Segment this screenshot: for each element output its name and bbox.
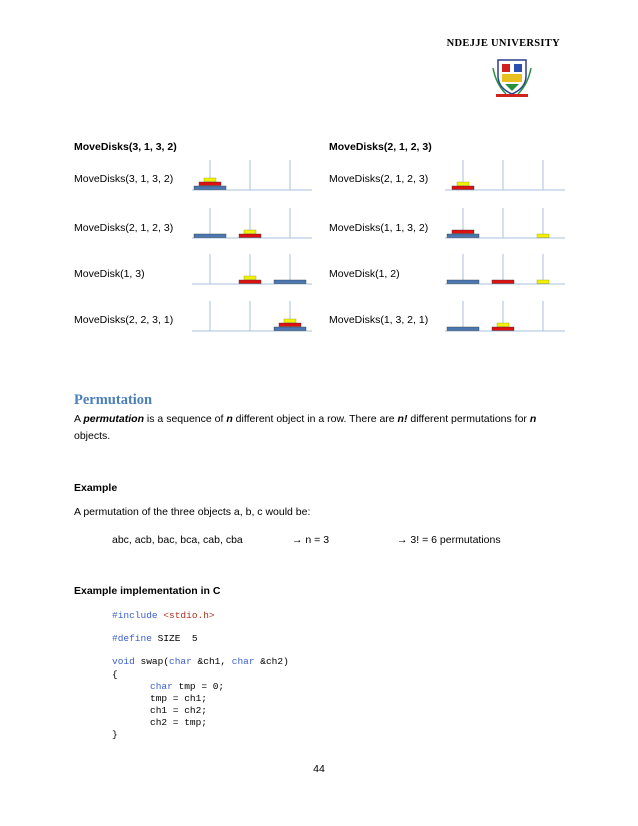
example-text: A permutation of the three objects a, b, c would be: xyxy=(74,506,311,518)
right-row-label: MoveDisks(2, 1, 2, 3) xyxy=(329,173,429,185)
hanoi-disk-blue xyxy=(274,327,306,331)
hanoi-disk-yellow xyxy=(537,234,549,238)
hanoi-disk-red xyxy=(452,230,474,234)
hanoi-disk-red xyxy=(452,186,474,190)
example-heading: Example xyxy=(74,482,118,494)
hanoi-disk-yellow xyxy=(284,319,296,323)
hanoi-disk-yellow xyxy=(204,178,216,182)
hanoi-disk-red xyxy=(492,327,514,331)
left-row-label: MoveDisks(3, 1, 3, 2) xyxy=(74,173,174,185)
left-row-label: MoveDisks(2, 2, 3, 1) xyxy=(74,314,174,326)
university-crest-icon xyxy=(492,54,532,98)
hanoi-disk-blue xyxy=(447,280,479,284)
code-line: ch2 = tmp; xyxy=(150,717,208,728)
code-line: #include <stdio.h> xyxy=(112,610,215,621)
implementation-heading: Example implementation in C xyxy=(74,585,221,597)
code-line: #define SIZE 5 xyxy=(112,633,198,644)
page-number: 44 xyxy=(313,763,325,775)
hanoi-diagram xyxy=(445,252,565,286)
hanoi-disk-yellow xyxy=(497,323,509,327)
left-row-label: MoveDisks(2, 1, 2, 3) xyxy=(74,222,174,234)
hanoi-disk-red xyxy=(279,323,301,327)
hanoi-diagram xyxy=(192,206,312,240)
hanoi-diagram xyxy=(192,158,312,192)
hanoi-disk-red xyxy=(239,234,261,238)
hanoi-disk-blue xyxy=(274,280,306,284)
hanoi-disk-blue xyxy=(447,327,479,331)
left-row-label: MoveDisk(1, 3) xyxy=(74,268,145,280)
right-column-title: MoveDisks(2, 1, 2, 3) xyxy=(329,141,432,153)
hanoi-disk-blue xyxy=(447,234,479,238)
hanoi-diagram xyxy=(192,299,312,333)
hanoi-diagram xyxy=(445,206,565,240)
hanoi-diagram xyxy=(445,299,565,333)
permutation-list: abc, acb, bac, bca, cab, cba xyxy=(112,534,243,546)
code-line: } xyxy=(112,729,118,740)
right-row-label: MoveDisks(1, 1, 3, 2) xyxy=(329,222,429,234)
arrow-note-n: → n = 3 xyxy=(292,534,330,546)
hanoi-disk-yellow xyxy=(457,182,469,186)
definition-paragraph: A permutation is a sequence of n different object in a row. There are n! different permutations for n objects. xyxy=(74,413,537,442)
hanoi-disk-yellow xyxy=(244,276,256,280)
hanoi-disk-yellow xyxy=(244,230,256,234)
hanoi-disk-blue xyxy=(194,234,226,238)
right-row-label: MoveDisk(1, 2) xyxy=(329,268,400,280)
hanoi-disk-blue xyxy=(194,186,226,190)
code-line: char tmp = 0; xyxy=(150,681,225,692)
code-line: { xyxy=(112,669,118,680)
hanoi-diagram xyxy=(192,252,312,286)
section-title: Permutation xyxy=(74,392,153,408)
code-line: void swap(char &ch1, char &ch2) xyxy=(112,656,289,667)
arrow-note-permutations: → 3! = 6 permutations xyxy=(397,534,501,546)
hanoi-disk-red xyxy=(239,280,261,284)
university-name: NDEJJE UNIVERSITY xyxy=(446,38,560,49)
hanoi-disk-red xyxy=(492,280,514,284)
code-line: ch1 = ch2; xyxy=(150,705,208,716)
hanoi-diagram xyxy=(445,158,565,192)
right-row-label: MoveDisks(1, 3, 2, 1) xyxy=(329,314,429,326)
left-column-title: MoveDisks(3, 1, 3, 2) xyxy=(74,141,177,153)
code-line: tmp = ch1; xyxy=(150,693,208,704)
hanoi-disk-yellow xyxy=(537,280,549,284)
hanoi-disk-red xyxy=(199,182,221,186)
